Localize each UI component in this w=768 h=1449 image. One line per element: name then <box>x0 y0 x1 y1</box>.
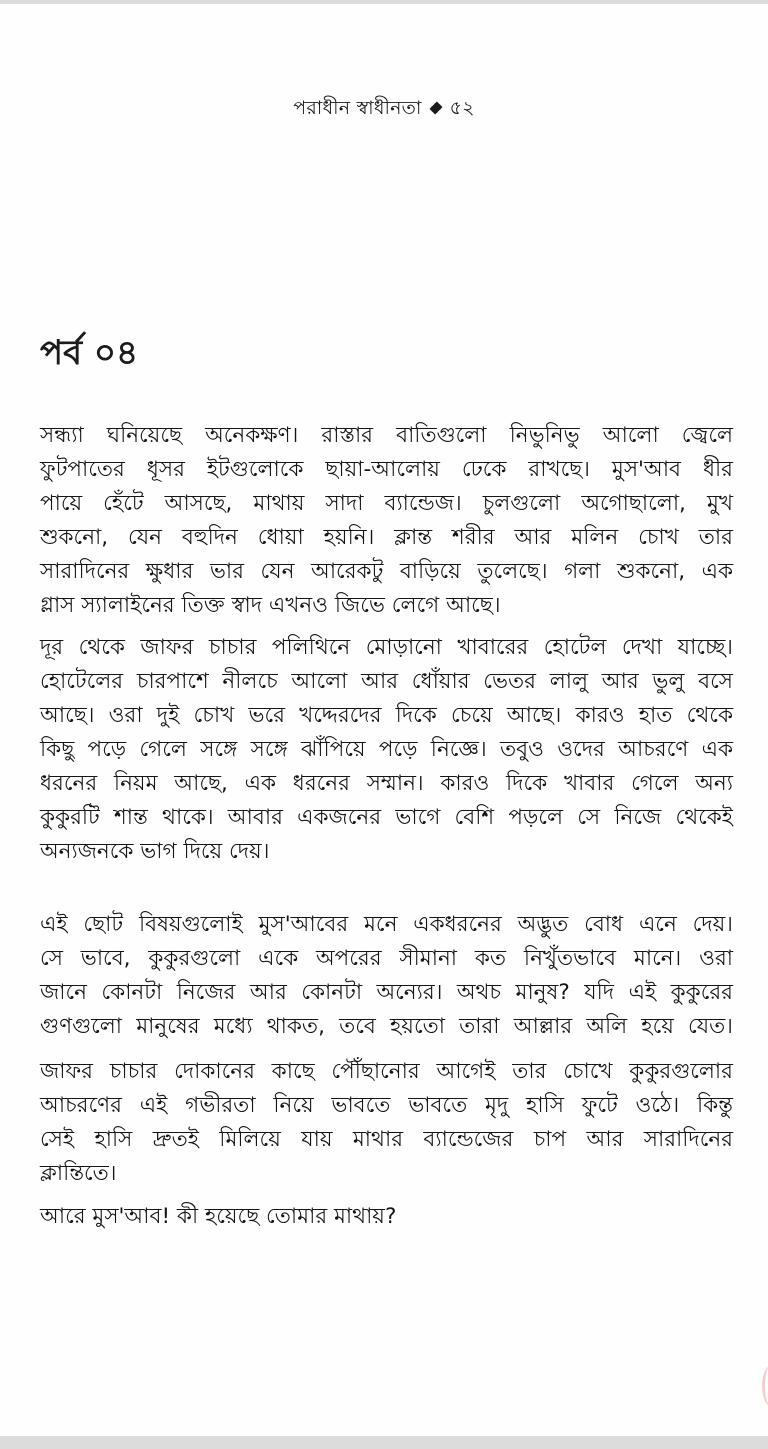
text-line: অন্যজনকে ভাগ দিয়ে দেয়। <box>40 839 270 864</box>
book-page <box>0 4 768 1436</box>
diamond-icon <box>429 101 442 114</box>
text-line: ফুটপাতের ধূসর ইটগুলোকে ছায়া-আলোয় ঢেকে রাখছে। মুস'আব ধীর <box>40 457 733 482</box>
text-line: ধরনের নিয়ম আছে, এক ধরনের সম্মান। কারও দিকে খাবার গেলে অন্য <box>40 771 733 796</box>
text-line: জাফর চাচার দোকানের কাছে পৌঁছানোর আগেই তার চোখে কুকুরগুলোর <box>40 1059 733 1084</box>
text-line: কুকুরটি শান্ত থাকে। আবার একজনের ভাগে বেশি পড়লে সে নিজে থেকেই <box>40 805 733 830</box>
text-line: আছে। ওরা দুই চোখ ভরে খদ্দেরদের দিকে চেয়ে আছে। কারও হাত থেকে <box>40 703 733 728</box>
text-line: দূর থেকে জাফর চাচার পলিথিনে মোড়ানো খাবারের হোটেল দেখা যাচ্ছে। <box>40 635 733 660</box>
text-line: জানে কোনটা নিজের আর কোনটা অন্যের। অথচ মানুষ? যদি এই কুকুরের <box>40 980 733 1005</box>
text-line: সারাদিনের ক্ষুধার ভার যেন আরেকটু বাড়িয়ে তুলেছে। গলা শুকনো, এক <box>40 559 733 584</box>
running-header <box>0 94 768 122</box>
page-edge-mark <box>762 1366 768 1406</box>
text-line: গ্লাস স্যালাইনের তিক্ত স্বাদ এখনও জিভে লেগে আছে। <box>40 593 501 618</box>
text-line: সন্ধ্যা ঘনিয়েছে অনেকক্ষণ। রাস্তার বাতিগুলো নিভুনিভু আলো জ্বেলে <box>40 423 733 448</box>
text-line: কিছু পড়ে গেলে সঙ্গে সঙ্গে ঝাঁপিয়ে পড়ে নিজ্ঞে। তবুও ওদের আচরণে এক <box>40 737 733 762</box>
text-line: এই ছোট বিষয়গুলোই মুস'আবের মনে একধরনের অদ্ভুত বোধ এনে দেয়। <box>40 912 733 937</box>
book-title: পরাধীন স্বাধীনতা <box>293 97 422 119</box>
text-line: হোটেলের চারপাশে নীলচে আলো আর ধোঁয়ার ভেতর লালু আর ভুলু বসে <box>40 669 733 694</box>
text-line: শুকনো, যেন বহুদিন ধোয়া হয়নি। ক্লান্ত শরীর আর মলিন চোখ তার <box>40 525 733 550</box>
page-number: ৫২ <box>449 97 475 119</box>
text-line: আচরণের এই গভীরতা নিয়ে ভাবতে ভাবতে মৃদু হাসি ফুটে ওঠে। কিন্তু <box>40 1093 733 1118</box>
text-line: সে ভাবে, কুকুরগুলো একে অপরের সীমানা কত নিখুঁতভাবে মানে। ওরা <box>40 946 733 971</box>
text-line: সেই হাসি দ্রুতই মিলিয়ে যায় মাথার ব্যান্ডেজের চাপ আর সারাদিনের <box>40 1127 733 1152</box>
dialogue-line: আরে মুস'আব! কী হয়েছে তোমার মাথায়? <box>40 1204 397 1229</box>
text-line: ক্লান্তিতে। <box>40 1161 117 1186</box>
bottom-border <box>0 1436 768 1449</box>
chapter-title: পর্ব ০৪ <box>40 333 139 373</box>
text-line: পায়ে হেঁটে আসছে, মাথায় সাদা ব্যান্ডেজ। চুলগুলো অগোছালো, মুখ <box>40 491 733 516</box>
text-line: গুণগুলো মানুষের মধ্যে থাকত, তবে হয়তো তারা আল্লার অলি হয়ে যেত। <box>40 1014 733 1039</box>
